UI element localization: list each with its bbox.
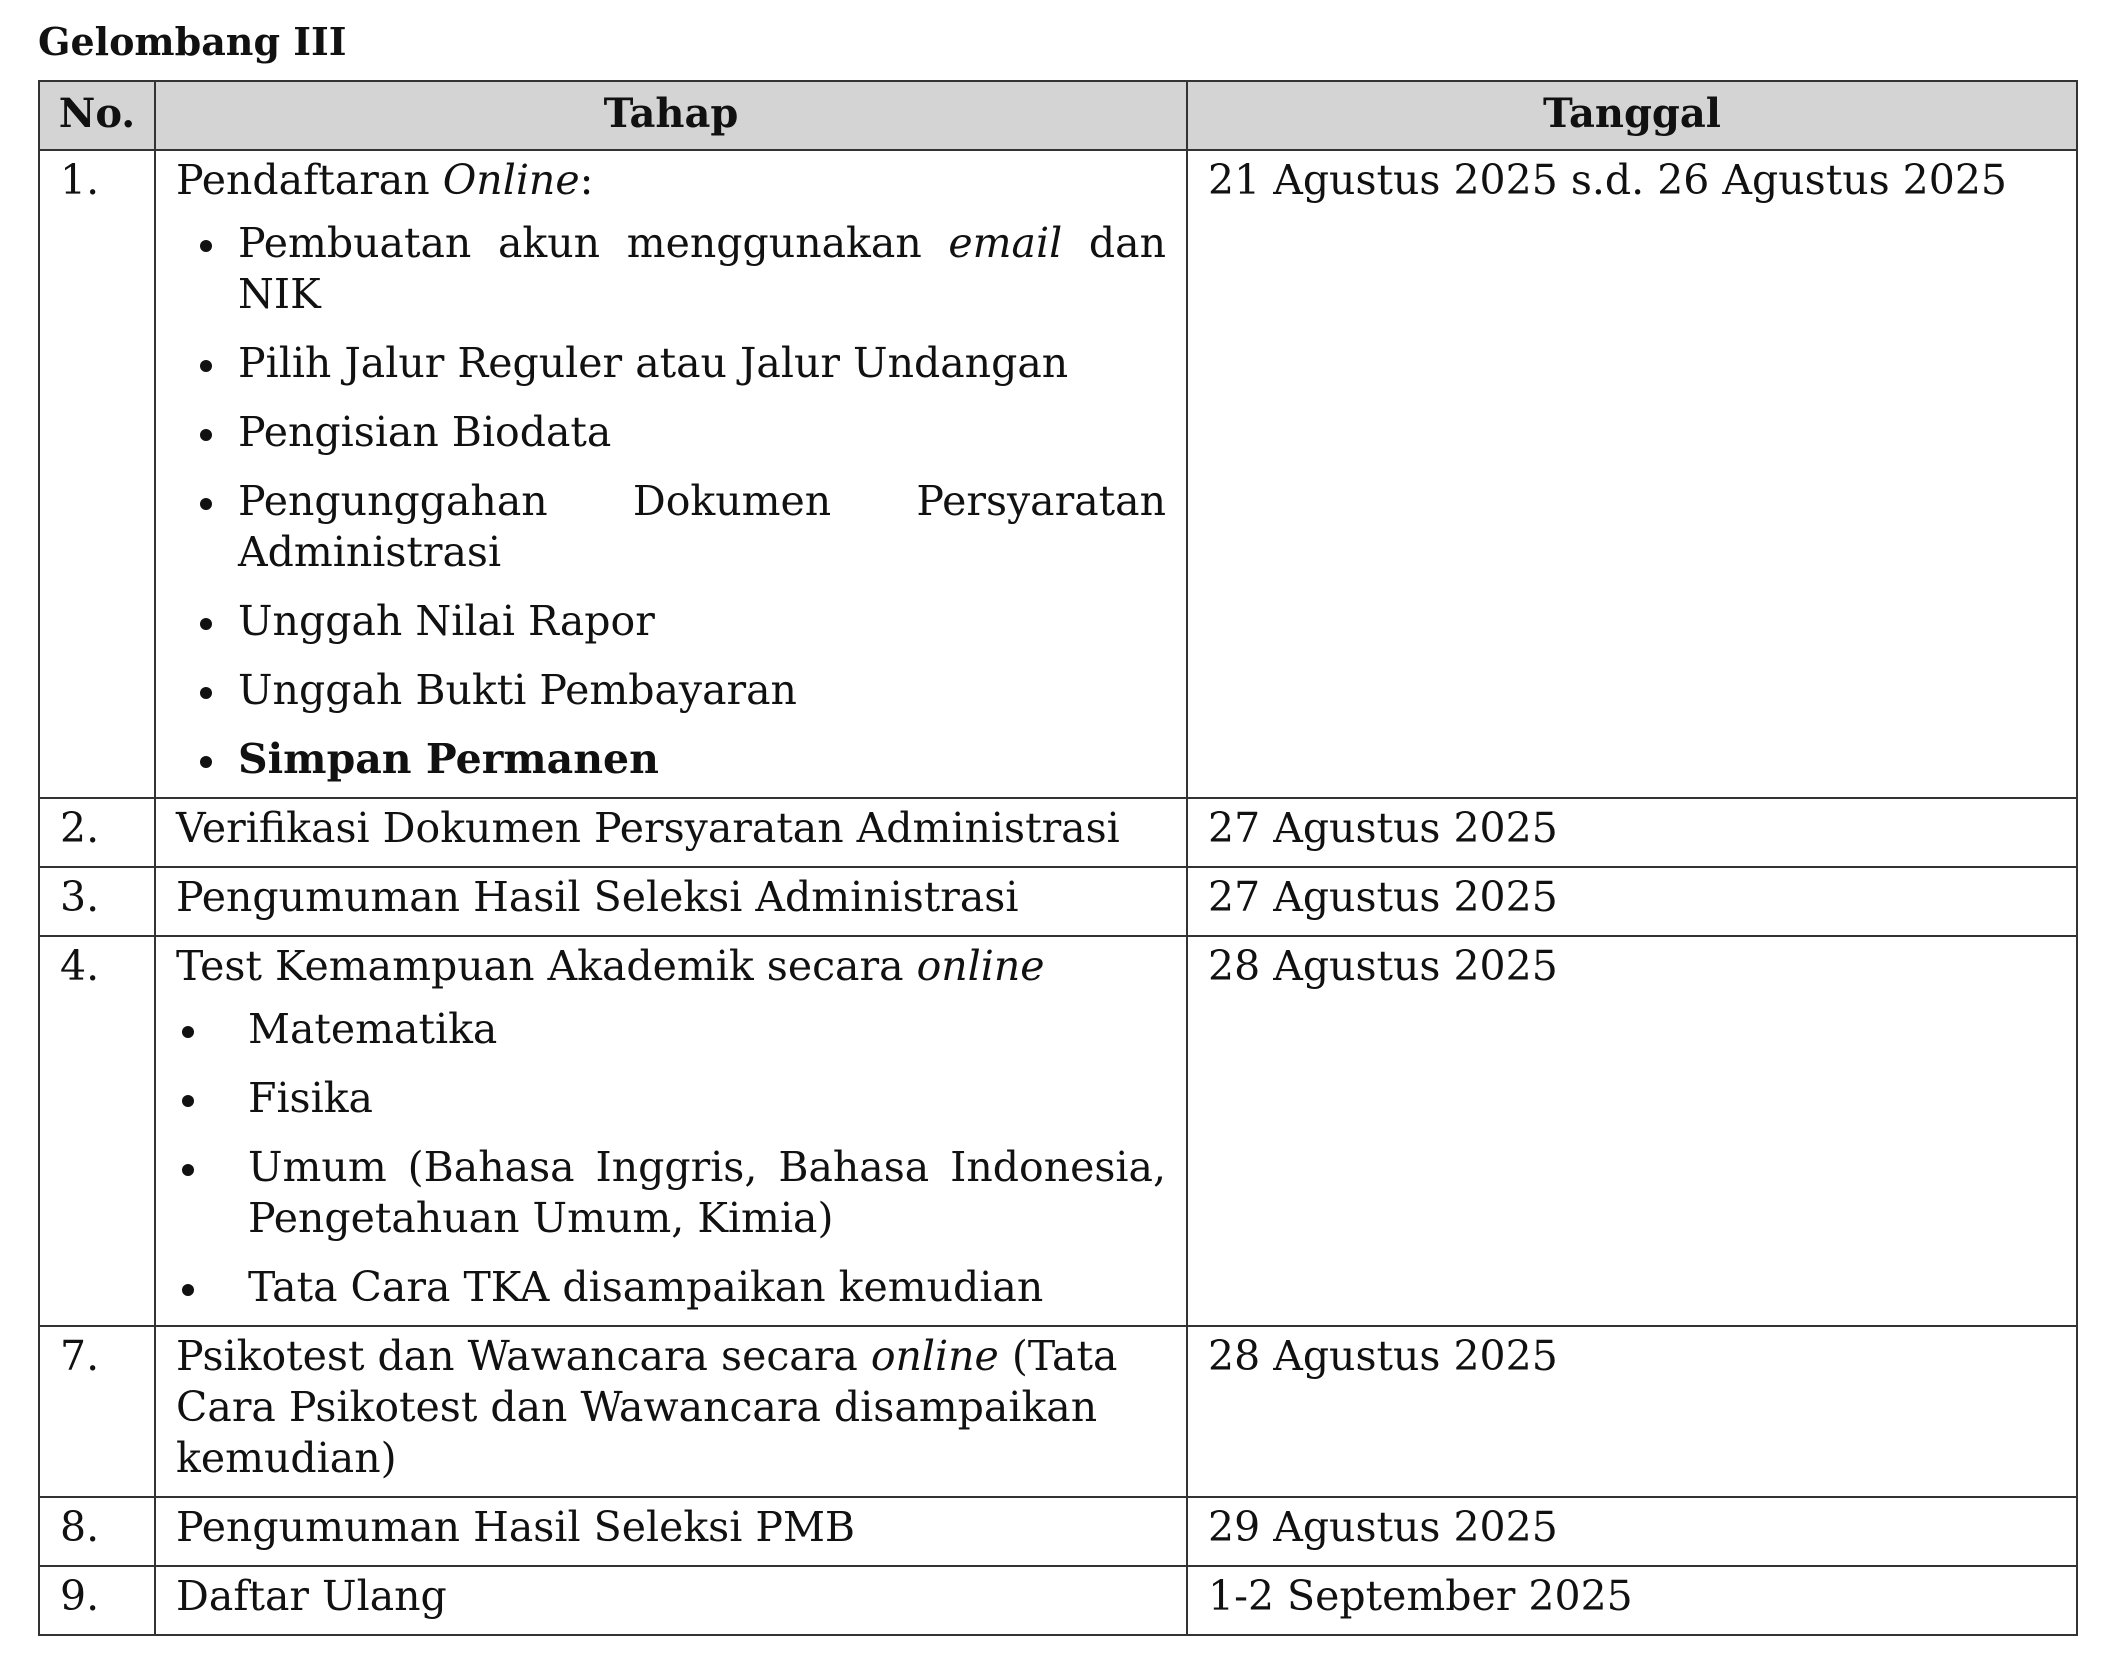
list-item: Simpan Permanen bbox=[176, 734, 1166, 785]
date-cell: 27 Agustus 2025 bbox=[1187, 798, 2077, 867]
row-number: 2. bbox=[39, 798, 155, 867]
table-row bbox=[39, 798, 2077, 867]
list-item: Pengunggahan Dokumen Persyaratan Administrasi bbox=[176, 476, 1166, 578]
list-item: Matematika bbox=[176, 1004, 1166, 1055]
row-number: 9. bbox=[39, 1566, 155, 1635]
row-number: 7. bbox=[39, 1326, 155, 1497]
table-row bbox=[39, 867, 2077, 936]
stage-title-text: Psikotest dan Wawancara secara bbox=[176, 1332, 871, 1380]
header-no: No. bbox=[39, 81, 155, 150]
table-header-row bbox=[39, 81, 2077, 150]
stage-title-italic: Online bbox=[442, 156, 580, 204]
stage-bullet-list bbox=[176, 1004, 1166, 1313]
stage-cell bbox=[155, 1326, 1187, 1497]
stage-title bbox=[176, 941, 1166, 992]
date-cell: 29 Agustus 2025 bbox=[1187, 1497, 2077, 1566]
list-item: Unggah Nilai Rapor bbox=[176, 596, 1166, 647]
stage-title-italic: online bbox=[916, 942, 1045, 990]
date-cell: 28 Agustus 2025 bbox=[1187, 1326, 2077, 1497]
list-item: Unggah Bukti Pembayaran bbox=[176, 665, 1166, 716]
list-item-text: dan NIK bbox=[238, 219, 1166, 318]
list-item bbox=[176, 218, 1166, 320]
section-title: Gelombang III bbox=[38, 19, 347, 64]
stage-cell: Verifikasi Dokumen Persyaratan Administrasi bbox=[155, 798, 1187, 867]
document-page bbox=[38, 18, 2076, 1636]
table-row bbox=[39, 1566, 2077, 1635]
table-row bbox=[39, 936, 2077, 1326]
stage-bullet-list bbox=[176, 218, 1166, 785]
date-cell: 1-2 September 2025 bbox=[1187, 1566, 2077, 1635]
table-row bbox=[39, 1326, 2077, 1497]
list-item: Pengisian Biodata bbox=[176, 407, 1166, 458]
stage-cell: Daftar Ulang bbox=[155, 1566, 1187, 1635]
list-item: Fisika bbox=[176, 1073, 1166, 1124]
list-item: Tata Cara TKA disampaikan kemudian bbox=[176, 1262, 1166, 1313]
table-row bbox=[39, 150, 2077, 798]
stage-title-text: Test Kemampuan Akademik secara bbox=[176, 942, 917, 990]
row-number: 4. bbox=[39, 936, 155, 1326]
row-number: 8. bbox=[39, 1497, 155, 1566]
stage-title-italic: online bbox=[870, 1332, 999, 1380]
list-item-italic: email bbox=[948, 219, 1063, 267]
stage-cell bbox=[155, 936, 1187, 1326]
stage-title-text: Pendaftaran bbox=[176, 156, 443, 204]
list-item-text: Pembuatan akun menggunakan bbox=[238, 219, 949, 267]
row-number: 3. bbox=[39, 867, 155, 936]
stage-title-suffix: (Tata Cara Psikotest dan Wawancara disampaikan kemudian) bbox=[176, 1332, 1118, 1482]
date-cell: 21 Agustus 2025 s.d. 26 Agustus 2025 bbox=[1187, 150, 2077, 798]
table-row bbox=[39, 1497, 2077, 1566]
list-item: Umum (Bahasa Inggris, Bahasa Indonesia, Pengetahuan Umum, Kimia) bbox=[176, 1142, 1166, 1244]
stage-cell: Pengumuman Hasil Seleksi PMB bbox=[155, 1497, 1187, 1566]
list-item: Pilih Jalur Reguler atau Jalur Undangan bbox=[176, 338, 1166, 389]
stage-title bbox=[176, 155, 1166, 206]
stage-title-suffix: : bbox=[579, 156, 594, 204]
row-number: 1. bbox=[39, 150, 155, 798]
schedule-table bbox=[38, 80, 2078, 1636]
header-tanggal: Tanggal bbox=[1187, 81, 2077, 150]
date-cell: 28 Agustus 2025 bbox=[1187, 936, 2077, 1326]
stage-cell: Pengumuman Hasil Seleksi Administrasi bbox=[155, 867, 1187, 936]
stage-cell bbox=[155, 150, 1187, 798]
header-tahap: Tahap bbox=[155, 81, 1187, 150]
date-cell: 27 Agustus 2025 bbox=[1187, 867, 2077, 936]
